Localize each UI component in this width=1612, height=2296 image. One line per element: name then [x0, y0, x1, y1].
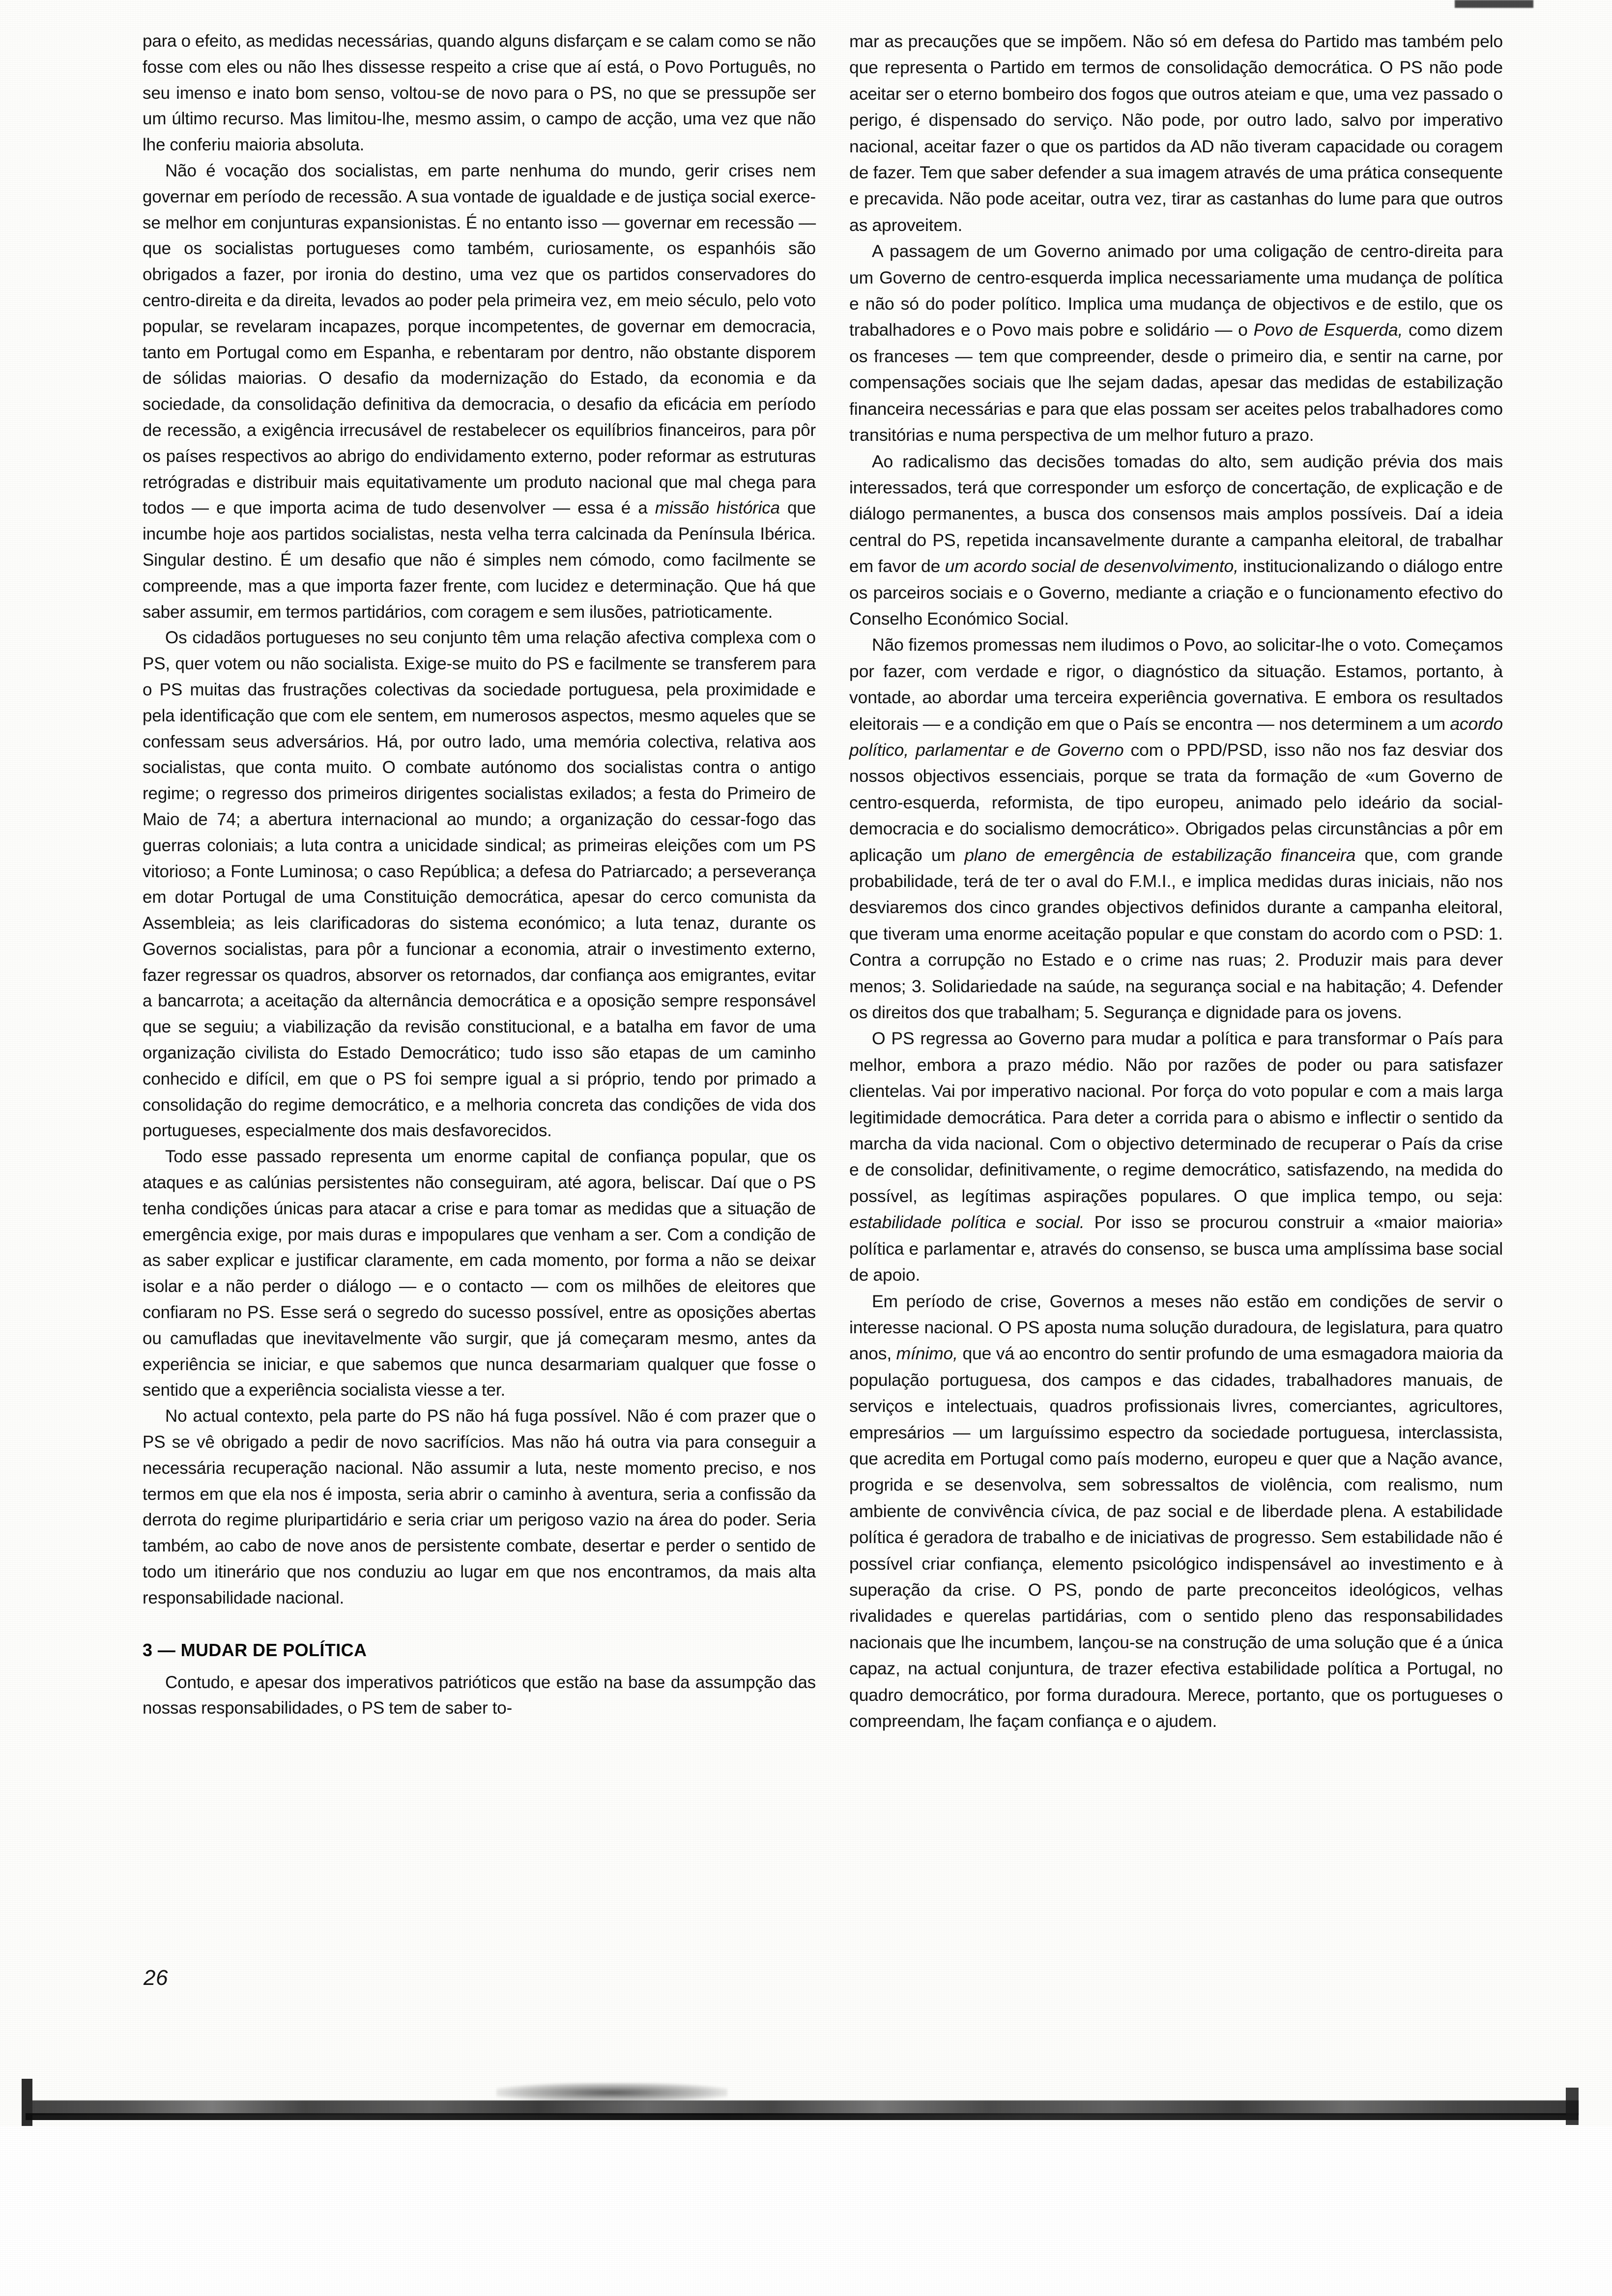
scan-dark-line-artifact	[26, 2113, 1579, 2120]
paragraph: No actual contexto, pela parte do PS não há fuga possível. Não é com prazer que o PS se vê obrigado a pedir de novo sacrifícios. Mas não há outra via para conseguir a necessária recuperação nacional. Não assumir a luta, neste momento preciso, e nos termos em que ela nos é imposta, seria abrir o caminho à aventura, seria a confissão da derrota do regime pluripartidário e seria criar um perigoso vazio na área do poder. Seria também, ao cabo de nove anos de persistente combate, desertar e perder o sentido de todo um itinerário que nos conduziu ao lugar em que nos encontramos, da mais alta responsabilidade nacional.	[143, 1406, 816, 1607]
paragraph-text-run: que vá ao encontro do sentir profundo de uma esmagadora maioria da população portuguesa, dos campos e das cidades, trabalhadores manuais, de serviços e intelectuais, quadros profissionais livres, comerciantes, agricultores, empresários — um larguíssimo espectro da sociedade portuguesa, interclassista, que acredita em Portugal como país moderno, europeu e quer que a Nação avance, progrida e se desenvolva, sem sobressaltos de violência, com realismo, num ambiente de convivência cívica, de paz social e de liberdade plena. A estabilidade política é geradora de trabalho e de iniciativas de progresso. Sem estabilidade não é possível criar confiança, elemento psicológico indispensável ao investimento e à superação da crise. O PS, pondo de parte preconceitos ideológicos, velhas rivalidades e querelas partidárias, com o sentido pleno das responsabilidades nacionais que lhe incumbem, lançou-se na construção de uma solução que é a única capaz, na actual conjuntura, de trazer efectiva estabilidade política a Portugal, no quadro democrático, por forma duradoura. Merece, portanto, que os portugueses o compreendam, lhe façam confiança e o ajudem.	[849, 1344, 1503, 1731]
italic-phrase: acordo político, parlamentar e de Governo	[849, 714, 1503, 760]
paragraph-text-run: Ao radicalismo das decisões tomadas do alto, sem audição prévia dos mais interessados, terá que corresponder um esforço de concertação, de explicação e de diálogo permanentes, a busca dos consensos mais amplos possíveis. Daí a ideia central do PS, repetida incansavelmente durante a campanha eleitoral, de trabalhar em favor de	[849, 451, 1503, 576]
paragraph-text-run: que incumbe hoje aos partidos socialistas, nesta velha terra calcinada da Península Ibérica. Singular destino. É um desafio que não é simples nem cómodo, como facilmente se compreende, mas a que importa fazer frente, com lucidez e determinação. Que há que saber assumir, em termos partidários, com coragem e sem ilusões, patrioticamente.	[143, 498, 816, 622]
paragraph-text-run: A passagem de um Governo animado por uma coligação de centro-direita para um Governo de centro-esquerda implica necessariamente uma mudança de política e não só do poder político. Implica uma mudança de objectivos e de estilo, que os trabalhadores e o Povo mais pobre e solidário — o	[849, 241, 1503, 340]
left-text-column	[143, 29, 816, 1722]
scan-top-artifact	[1455, 0, 1533, 8]
paragraph-text-run: Por isso se procurou construir a «maior maioria» política e parlamentar e, através do consenso, se busca uma amplíssima base social de apoio.	[849, 1212, 1503, 1285]
paragraph: mar as precauções que se impõem. Não só em defesa do Partido mas também pelo que representa o Partido em termos de consolidação democrática. O PS não pode aceitar ser o eterno bombeiro dos fogos que outros ateiam e que, uma vez passado o perigo, é dispensado do serviço. Não pode, por outro lado, salvo por imperativo nacional, aceitar fazer o que os partidos da AD não tiveram capacidade ou coragem de fazer. Tem que saber defender a sua imagem através de uma prática consequente e precavida. Não pode aceitar, outra vez, tirar as castanhas do lume para que outros as aproveitem.	[849, 31, 1503, 235]
italic-phrase: um acordo social de desenvolvimento,	[945, 556, 1238, 576]
paragraph-text-run: como dizem os franceses — tem que compreender, desde o primeiro dia, e sentir na carne, por compensações sociais que lhe sejam dadas, apesar das medidas de estabilização financeira necessárias e para que elas possam ser aceites pelos trabalhadores como transitórias e numa perspectiva de um melhor futuro a prazo.	[849, 320, 1503, 445]
paragraph	[849, 1289, 1503, 1735]
two-column-text-area	[143, 29, 1519, 1955]
paragraph	[143, 158, 816, 625]
page-number: 26	[144, 1966, 168, 1990]
paragraph: para o efeito, as medidas necessárias, quando alguns disfarçam e se calam como se não fosse com eles ou não lhes dissesse respeito a crise que aí está, o Povo Português, no seu imenso e inato bom senso, voltou-se de novo para o PS, no que se pressupõe ser um último recurso. Mas limitou-lhe, mesmo assim, o campo de acção, uma vez que não lhe conferiu maioria absoluta.	[143, 31, 816, 155]
paragraph-text-run: Em período de crise, Governos a meses não estão em condições de servir o interesse nacional. O PS aposta numa solução duradoura, de legislatura, para quatro anos,	[849, 1291, 1503, 1364]
paragraph: Contudo, e apesar dos imperativos patrióticos que estão na base da assumpção das nossas responsabilidades, o PS tem de saber to-	[143, 1672, 816, 1718]
paragraph-text-run: O PS regressa ao Governo para mudar a política e para transformar o País para melhor, embora a prazo médio. Não por razões de poder ou para satisfazer clientelas. Vai por imperativo nacional. Por força do voto popular e com a mais larga legitimidade democrática. Para deter a corrida para o abismo e inflectir o sentido da marcha da vida nacional. Com o objectivo determinado de recuperar o País da crise e de consolidar, definitivamente, o regime democrático, satisfazendo, na medida do possível, as legítimas aspirações populares. O que implica tempo, ou seja:	[849, 1029, 1503, 1206]
scan-edge-artifact-right	[1566, 2088, 1579, 2125]
paragraph-text-run: Não fizemos promessas nem iludimos o Povo, ao solicitar-lhe o voto. Começamos por fazer, com verdade e rigor, o diagnóstico da situação. Estamos, portanto, à vontade, ao abordar uma terceira experiência governativa. E embora os resultados eleitorais — e a condição em que o País se encontra — nos determinem a um	[849, 635, 1503, 734]
right-text-column	[849, 29, 1503, 1734]
italic-phrase: mínimo,	[896, 1344, 958, 1364]
italic-phrase: estabilidade política e social.	[849, 1212, 1085, 1233]
paragraph-text-run: institucionalizando o diálogo entre os parceiros sociais e o Governo, mediante a criação e o funcionamento efectivo do Conselho Económico Social.	[849, 556, 1503, 629]
page-bottom-margin	[0, 2126, 1612, 2296]
paragraph	[849, 1026, 1503, 1288]
italic-phrase: missão histórica	[655, 498, 780, 518]
paragraph-text-run: com o PPD/PSD, isso não nos faz desviar dos nossos objectivos essenciais, porque se trata da formação de «um Governo de centro-esquerda, reformista, de tipo europeu, animado pelo ideário da social-democracia e do socialismo democrático». Obrigados pelas circunstâncias a pôr em aplicação um	[849, 740, 1503, 865]
paragraph	[849, 449, 1503, 632]
italic-phrase: Povo de Esquerda,	[1253, 320, 1403, 340]
paragraph	[849, 238, 1503, 448]
paragraph	[849, 632, 1503, 1026]
paragraph: Os cidadãos portugueses no seu conjunto têm uma relação afectiva complexa com o PS, quer votem ou não socialista. Exige-se muito do PS e facilmente se transferem para o PS muitas das frustrações colectivas da sociedade portuguesa, pela proximidade e pela identificação que com ele sentem, em numerosos aspectos, mesmo aqueles que se confessam seus adversários. Há, por outro lado, uma memória colectiva, relativa aos socialistas, que conta muito. O combate autónomo dos socialistas contra o antigo regime; o regresso dos primeiros dirigentes socialistas exilados; a festa do Primeiro de Maio de 74; a abertura internacional ao mundo; a organização do cessar-fogo das guerras coloniais; a luta contra a unicidade sindical; as primeiras eleições com um PS vitorioso; a Fonte Luminosa; o caso República; a defesa do Patriarcado; a perseverança em dotar Portugal de uma Constituição democrática, apesar do cerco comunista da Assembleia; as leis clarificadoras do sistema económico; a luta tenaz, durante os Governos socialistas, para pôr a funcionar a economia, atrair o investimento externo, fazer regressar os quadros, absorver os retornados, dar confiança aos emigrantes, evitar a bancarrota; a aceitação da alternância democrática e a oposição sempre responsável que se seguiu; a viabilização da revisão constitucional, e a batalha em favor de uma organização civilista do Estado Democrático; tudo isso são etapas de um caminho conhecido e difícil, em que o PS foi sempre igual a si próprio, tendo por primado a consolidação do regime democrático, e a melhoria concreta das condições de vida dos portugueses, especialmente dos mais desfavorecidos.	[143, 628, 816, 1141]
section-heading: 3 — MUDAR DE POLÍTICA	[143, 1639, 367, 1660]
paragraph-text-run: que, com grande probabilidade, terá de ter o aval do F.M.I., e implica medidas duras iniciais, não nos desviaremos dos cinco grandes objectivos definidos durante a campanha eleitoral, que tiveram uma enorme aceitação popular e que constam do acordo com o PSD: 1. Contra a corrupção no Estado e o crime nas ruas; 2. Produzir mais para dever menos; 3. Solidariedade na saúde, na segurança social e na habitação; 4. Defender os direitos dos que trabalham; 5. Segurança e dignidade para os jovens.	[849, 845, 1503, 1023]
italic-phrase: plano de emergência de estabilização financeira	[964, 845, 1356, 865]
scan-smudge-artifact	[496, 2083, 727, 2102]
paragraph: Todo esse passado representa um enorme capital de confiança popular, que os ataques e as calúnias persistentes não conseguiram, até agora, beliscar. Daí que o PS tenha condições únicas para atacar a crise e para tomar as medidas que a situação de emergência exige, por mais duras e impopulares que venham a ser. Com a condição de as saber explicar e justificar claramente, em cada momento, por forma a não se deixar isolar e a não perder o diálogo — e o contacto — com os milhões de eleitores que confiaram no PS. Esse será o segredo do sucesso possível, entre as oposições abertas ou camufladas que inevitavelmente vão surgir, que já começaram mesmo, antes da experiência se iniciar, e que sabemos que nunca desarmariam qualquer que fosse o sentido que a experiência socialista viesse a ter.	[143, 1147, 816, 1400]
paragraph-text-run: Não é vocação dos socialistas, em parte nenhuma do mundo, gerir crises nem governar em período de recessão. A sua vontade de igualdade e de justiça social exerce-se melhor em conjunturas expansionistas. É no entanto isso — governar em recessão — que os socialistas portugueses como também, curiosamente, os espanhóis são obrigados a fazer, por ironia do destino, uma vez que os partidos conservadores do centro-direita e da direita, levados ao poder pela primeira vez, em meio século, pelo voto popular, se revelaram incapazes, porque incompetentes, de governar em democracia, tanto em Portugal como em Espanha, e rebentaram por dentro, não obstante disporem de sólidas maiorias. O desafio da modernização do Estado, da economia e da sociedade, da consolidação definitiva da democracia, o desafio da eficácia em período de recessão, a exigência irrecusável de restabelecer os equilíbrios financeiros, para pôr os países respectivos ao abrigo do endividamento externo, poder reformar as estruturas retrógradas e distribuir mais equitativamente um produto nacional que mal chega para todos — e que importa acima de tudo desenvolver — essa é a	[143, 161, 816, 518]
